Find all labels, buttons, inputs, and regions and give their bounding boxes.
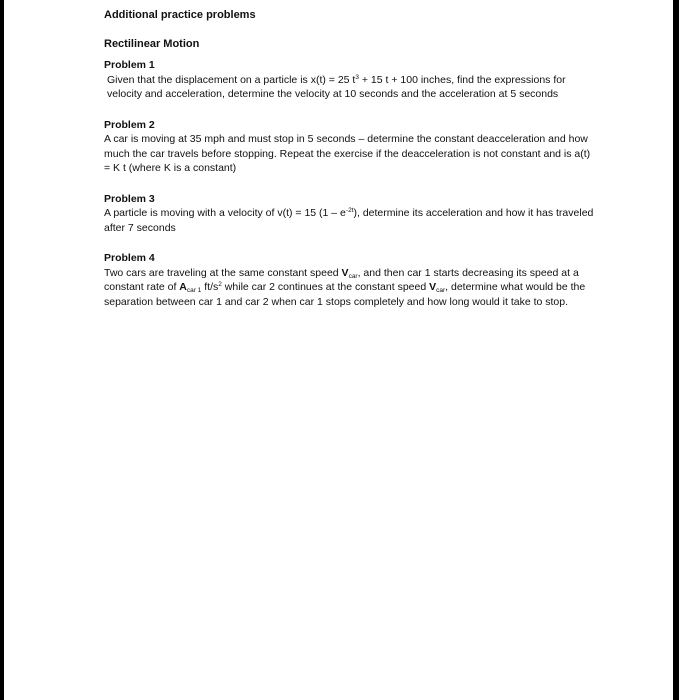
problem-4 bbox=[104, 251, 594, 309]
problem-1 bbox=[104, 58, 594, 102]
section-title: Rectilinear Motion bbox=[104, 37, 200, 50]
problem-text-part: A particle is moving with a velocity of v(t) = 15 (1 – e bbox=[104, 207, 346, 219]
problem-label: Problem 1 bbox=[104, 59, 155, 71]
right-border bbox=[673, 0, 679, 700]
problem-label: Problem 2 bbox=[104, 118, 155, 131]
problem-text: A car is moving at 35 mph and must stop in 5 seconds – determine the constant deacceleration and how much the car travels before stopping. Repeat the exercise if the deacceleration is not constant and is a(t) = K t (where K is a constant) bbox=[104, 133, 591, 174]
exponent: 2 bbox=[218, 281, 222, 288]
problem-label: Problem 3 bbox=[104, 192, 155, 205]
problem-text-part: Given that the displacement on a particle is x(t) = 25 t bbox=[107, 73, 356, 86]
document-title: Additional practice problems bbox=[104, 9, 256, 21]
acceleration-symbol: A bbox=[179, 281, 187, 293]
problem-text bbox=[104, 206, 594, 235]
problem-text-part: , determine what would be the separation between car 1 and car 2 when car 1 stops completely and how long would it take to stop. bbox=[104, 281, 586, 308]
subscript: car bbox=[348, 272, 358, 280]
problem-text-part: while car 2 continues at the constant speed bbox=[221, 281, 430, 293]
problem-label: Problem 4 bbox=[104, 252, 155, 264]
problem-text-part: Two cars are traveling at the same constant speed bbox=[104, 266, 342, 279]
subscript: car bbox=[436, 287, 446, 294]
left-border bbox=[0, 0, 4, 700]
problem-2 bbox=[104, 118, 594, 176]
problem-text-part: ft/s bbox=[201, 281, 219, 293]
problem-text-part: ), determine its acceleration and how it has traveled after 7 seconds bbox=[104, 207, 594, 234]
problem-text-part: + 15 t + 100 inches, find the expressions for velocity and acceleration, determine the velocity at 10 seconds and the acceleration at 5 seconds bbox=[107, 73, 566, 100]
exponent: -2t bbox=[345, 207, 354, 214]
velocity-symbol: V bbox=[341, 266, 349, 279]
exponent: 3 bbox=[355, 73, 359, 81]
subscript: car 1 bbox=[186, 287, 202, 294]
problem-3 bbox=[104, 192, 594, 236]
problem-text bbox=[104, 266, 594, 310]
problem-text bbox=[104, 73, 594, 102]
problem-text-part: , and then car 1 starts decreasing its speed at a constant rate of bbox=[104, 266, 579, 293]
velocity-symbol: V bbox=[429, 281, 437, 293]
document-page bbox=[104, 8, 594, 325]
